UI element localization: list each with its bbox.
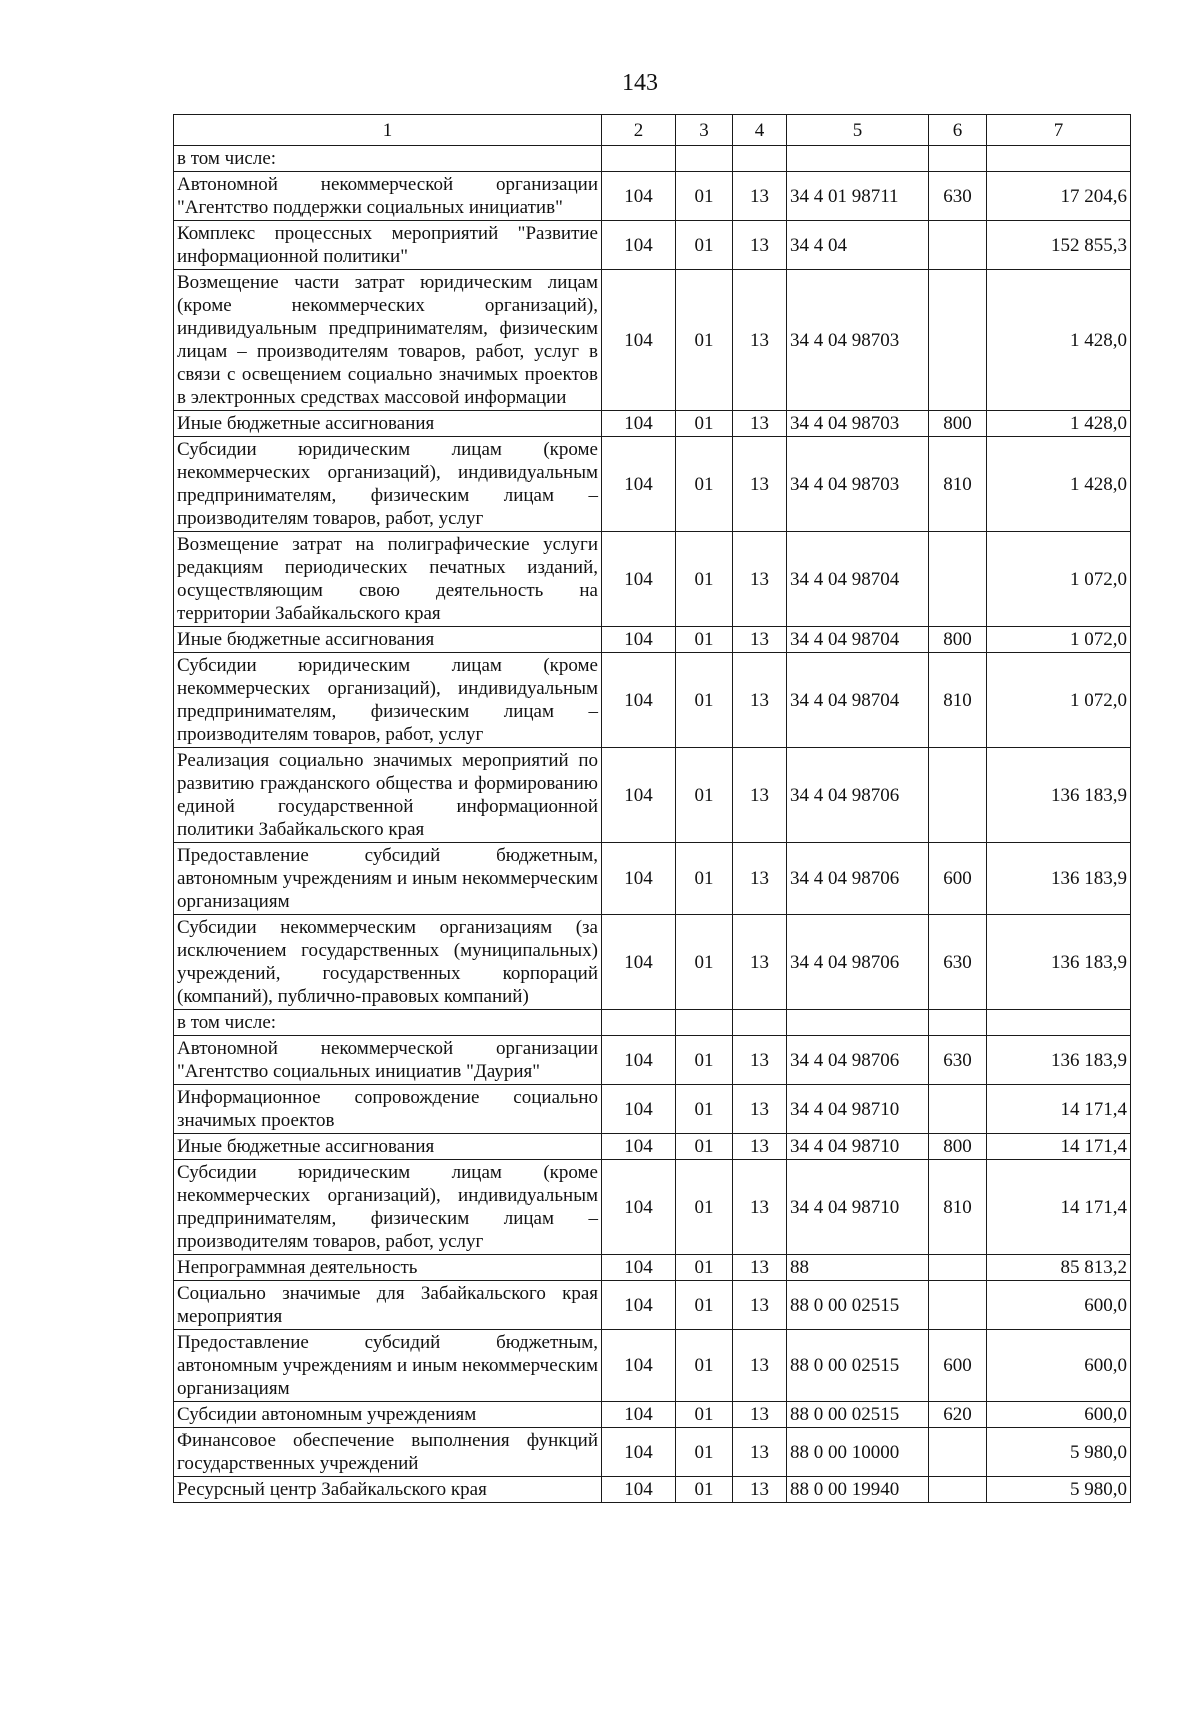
code-cell: 104 xyxy=(602,1428,676,1477)
target-article-cell: 34 4 04 98706 xyxy=(787,915,929,1010)
expense-type-cell: 620 xyxy=(929,1402,987,1428)
amount-cell: 1 072,0 xyxy=(987,532,1131,627)
target-article-cell: 34 4 04 98710 xyxy=(787,1160,929,1255)
amount-cell: 600,0 xyxy=(987,1281,1131,1330)
column-header: 5 xyxy=(787,115,929,146)
table-row xyxy=(174,1428,1131,1477)
table-row xyxy=(174,748,1131,843)
code-cell: 104 xyxy=(602,1134,676,1160)
header-row xyxy=(174,115,1131,146)
table-row xyxy=(174,532,1131,627)
code-cell xyxy=(602,146,676,172)
code-cell: 104 xyxy=(602,411,676,437)
target-article-cell: 88 0 00 02515 xyxy=(787,1281,929,1330)
section-cell: 01 xyxy=(676,1281,733,1330)
code-cell: 104 xyxy=(602,532,676,627)
table-row xyxy=(174,1330,1131,1402)
code-cell: 104 xyxy=(602,748,676,843)
target-article-cell: 34 4 04 98703 xyxy=(787,437,929,532)
amount-cell: 14 171,4 xyxy=(987,1160,1131,1255)
table-row xyxy=(174,1085,1131,1134)
code-cell: 104 xyxy=(602,1160,676,1255)
table-row xyxy=(174,221,1131,270)
target-article-cell: 88 0 00 10000 xyxy=(787,1428,929,1477)
expense-type-cell xyxy=(929,1281,987,1330)
expense-type-cell: 810 xyxy=(929,1160,987,1255)
section-cell: 01 xyxy=(676,1036,733,1085)
item-name-cell: Непрограммная деятельность xyxy=(174,1255,602,1281)
amount-cell: 600,0 xyxy=(987,1330,1131,1402)
item-name-cell: в том числе: xyxy=(174,1010,602,1036)
subsection-cell: 13 xyxy=(733,1160,787,1255)
subsection-cell xyxy=(733,1010,787,1036)
table-row xyxy=(174,270,1131,411)
target-article-cell: 34 4 04 xyxy=(787,221,929,270)
expense-type-cell xyxy=(929,532,987,627)
expense-type-cell: 810 xyxy=(929,653,987,748)
amount-cell: 5 980,0 xyxy=(987,1428,1131,1477)
page-number: 143 xyxy=(622,70,658,96)
section-cell: 01 xyxy=(676,627,733,653)
section-cell: 01 xyxy=(676,1330,733,1402)
section-cell: 01 xyxy=(676,1160,733,1255)
amount-cell: 1 428,0 xyxy=(987,270,1131,411)
subsection-cell: 13 xyxy=(733,221,787,270)
code-cell: 104 xyxy=(602,172,676,221)
code-cell: 104 xyxy=(602,437,676,532)
subsection-cell: 13 xyxy=(733,1281,787,1330)
expense-type-cell: 810 xyxy=(929,437,987,532)
item-name-cell: Предоставление субсидий бюджетным, автономным учреждениям и иным некоммерческим организациям xyxy=(174,1330,602,1402)
column-header: 3 xyxy=(676,115,733,146)
target-article-cell: 34 4 04 98706 xyxy=(787,748,929,843)
target-article-cell: 34 4 04 98704 xyxy=(787,532,929,627)
expense-type-cell: 800 xyxy=(929,1134,987,1160)
table-row xyxy=(174,437,1131,532)
amount-cell: 136 183,9 xyxy=(987,748,1131,843)
section-cell xyxy=(676,1010,733,1036)
table-row xyxy=(174,653,1131,748)
section-cell: 01 xyxy=(676,653,733,748)
amount-cell: 1 428,0 xyxy=(987,437,1131,532)
expense-type-cell xyxy=(929,1010,987,1036)
target-article-cell: 88 0 00 19940 xyxy=(787,1477,929,1503)
code-cell: 104 xyxy=(602,627,676,653)
column-header: 1 xyxy=(174,115,602,146)
expense-type-cell: 600 xyxy=(929,843,987,915)
subsection-cell: 13 xyxy=(733,843,787,915)
section-cell: 01 xyxy=(676,1255,733,1281)
section-cell: 01 xyxy=(676,1477,733,1503)
expense-type-cell: 630 xyxy=(929,172,987,221)
subsection-cell: 13 xyxy=(733,1428,787,1477)
subsection-cell: 13 xyxy=(733,1036,787,1085)
subsection-cell: 13 xyxy=(733,1477,787,1503)
expense-type-cell xyxy=(929,1477,987,1503)
target-article-cell: 34 4 04 98704 xyxy=(787,627,929,653)
amount-cell: 152 855,3 xyxy=(987,221,1131,270)
target-article-cell: 88 xyxy=(787,1255,929,1281)
target-article-cell xyxy=(787,1010,929,1036)
amount-cell: 1 072,0 xyxy=(987,653,1131,748)
subsection-cell: 13 xyxy=(733,653,787,748)
amount-cell: 5 980,0 xyxy=(987,1477,1131,1503)
code-cell: 104 xyxy=(602,1085,676,1134)
section-cell: 01 xyxy=(676,172,733,221)
target-article-cell: 34 4 04 98704 xyxy=(787,653,929,748)
target-article-cell: 88 0 00 02515 xyxy=(787,1402,929,1428)
budget-table xyxy=(173,114,1131,1503)
code-cell: 104 xyxy=(602,221,676,270)
code-cell: 104 xyxy=(602,1255,676,1281)
expense-type-cell xyxy=(929,1428,987,1477)
expense-type-cell xyxy=(929,748,987,843)
item-name-cell: Иные бюджетные ассигнования xyxy=(174,1134,602,1160)
item-name-cell: Финансовое обеспечение выполнения функций государственных учреждений xyxy=(174,1428,602,1477)
section-cell: 01 xyxy=(676,221,733,270)
table-row xyxy=(174,1036,1131,1085)
subsection-cell: 13 xyxy=(733,1255,787,1281)
item-name-cell: Предоставление субсидий бюджетным, автономным учреждениям и иным некоммерческим организациям xyxy=(174,843,602,915)
column-header: 6 xyxy=(929,115,987,146)
section-cell: 01 xyxy=(676,437,733,532)
section-cell xyxy=(676,146,733,172)
section-cell: 01 xyxy=(676,1428,733,1477)
section-cell: 01 xyxy=(676,270,733,411)
section-cell: 01 xyxy=(676,1402,733,1428)
column-header: 7 xyxy=(987,115,1131,146)
table-row xyxy=(174,1281,1131,1330)
table-row xyxy=(174,1402,1131,1428)
table-row xyxy=(174,411,1131,437)
expense-type-cell xyxy=(929,270,987,411)
item-name-cell: Субсидии некоммерческим организациям (за исключением государственных (муниципальных) учреждений, государственных корпораций (компаний), публично-правовых компаний) xyxy=(174,915,602,1010)
expense-type-cell: 630 xyxy=(929,1036,987,1085)
table-row xyxy=(174,1477,1131,1503)
amount-cell: 85 813,2 xyxy=(987,1255,1131,1281)
subsection-cell: 13 xyxy=(733,411,787,437)
table-row xyxy=(174,1160,1131,1255)
subsection-cell: 13 xyxy=(733,437,787,532)
item-name-cell: Социально значимые для Забайкальского края мероприятия xyxy=(174,1281,602,1330)
item-name-cell: Иные бюджетные ассигнования xyxy=(174,627,602,653)
table-row xyxy=(174,915,1131,1010)
item-name-cell: Возмещение затрат на полиграфические услуги редакциям периодических печатных изданий, осуществляющим свою деятельность на территории Забайкальского края xyxy=(174,532,602,627)
code-cell: 104 xyxy=(602,1330,676,1402)
amount-cell: 136 183,9 xyxy=(987,843,1131,915)
expense-type-cell: 600 xyxy=(929,1330,987,1402)
amount-cell: 136 183,9 xyxy=(987,915,1131,1010)
table-row xyxy=(174,1134,1131,1160)
code-cell: 104 xyxy=(602,270,676,411)
target-article-cell: 34 4 01 98711 xyxy=(787,172,929,221)
item-name-cell: Иные бюджетные ассигнования xyxy=(174,411,602,437)
target-article-cell xyxy=(787,146,929,172)
item-name-cell: Автономной некоммерческой организации "Агентство поддержки социальных инициатив" xyxy=(174,172,602,221)
item-name-cell: Комплекс процессных мероприятий "Развитие информационной политики" xyxy=(174,221,602,270)
expense-type-cell: 800 xyxy=(929,627,987,653)
subsection-cell: 13 xyxy=(733,748,787,843)
subsection-cell: 13 xyxy=(733,1402,787,1428)
section-cell: 01 xyxy=(676,1134,733,1160)
code-cell: 104 xyxy=(602,1477,676,1503)
subsection-cell: 13 xyxy=(733,1134,787,1160)
column-header: 2 xyxy=(602,115,676,146)
code-cell: 104 xyxy=(602,653,676,748)
target-article-cell: 34 4 04 98710 xyxy=(787,1134,929,1160)
amount-cell xyxy=(987,146,1131,172)
section-cell: 01 xyxy=(676,532,733,627)
table-row xyxy=(174,146,1131,172)
subsection-cell: 13 xyxy=(733,1330,787,1402)
amount-cell: 1 072,0 xyxy=(987,627,1131,653)
target-article-cell: 34 4 04 98703 xyxy=(787,411,929,437)
section-cell: 01 xyxy=(676,411,733,437)
subsection-cell: 13 xyxy=(733,270,787,411)
amount-cell: 17 204,6 xyxy=(987,172,1131,221)
table-row xyxy=(174,627,1131,653)
subsection-cell: 13 xyxy=(733,532,787,627)
table-row xyxy=(174,172,1131,221)
table-body xyxy=(174,146,1131,1503)
expense-type-cell xyxy=(929,1255,987,1281)
subsection-cell: 13 xyxy=(733,172,787,221)
item-name-cell: Субсидии юридическим лицам (кроме некоммерческих организаций), индивидуальным предпринимателям, физическим лицам – производителям товаров, работ, услуг xyxy=(174,653,602,748)
item-name-cell: Субсидии автономным учреждениям xyxy=(174,1402,602,1428)
amount-cell: 14 171,4 xyxy=(987,1134,1131,1160)
target-article-cell: 34 4 04 98703 xyxy=(787,270,929,411)
code-cell: 104 xyxy=(602,1402,676,1428)
table-row xyxy=(174,1255,1131,1281)
amount-cell: 136 183,9 xyxy=(987,1036,1131,1085)
amount-cell: 600,0 xyxy=(987,1402,1131,1428)
item-name-cell: Субсидии юридическим лицам (кроме некоммерческих организаций), индивидуальным предпринимателям, физическим лицам – производителям товаров, работ, услуг xyxy=(174,437,602,532)
item-name-cell: Возмещение части затрат юридическим лицам (кроме некоммерческих организаций), индивидуальным предпринимателям, физическим лицам – производителям товаров, работ, услуг в связи с освещением социально значимых проектов в электронных средствах массовой информации xyxy=(174,270,602,411)
table-row xyxy=(174,1010,1131,1036)
expense-type-cell xyxy=(929,221,987,270)
item-name-cell: Автономной некоммерческой организации "Агентство социальных инициатив "Даурия" xyxy=(174,1036,602,1085)
table-row xyxy=(174,843,1131,915)
subsection-cell: 13 xyxy=(733,915,787,1010)
section-cell: 01 xyxy=(676,748,733,843)
expense-type-cell xyxy=(929,146,987,172)
subsection-cell xyxy=(733,146,787,172)
expense-type-cell: 800 xyxy=(929,411,987,437)
section-cell: 01 xyxy=(676,1085,733,1134)
code-cell: 104 xyxy=(602,915,676,1010)
amount-cell xyxy=(987,1010,1131,1036)
target-article-cell: 34 4 04 98710 xyxy=(787,1085,929,1134)
item-name-cell: Информационное сопровождение социально значимых проектов xyxy=(174,1085,602,1134)
section-cell: 01 xyxy=(676,915,733,1010)
subsection-cell: 13 xyxy=(733,627,787,653)
section-cell: 01 xyxy=(676,843,733,915)
code-cell: 104 xyxy=(602,1036,676,1085)
expense-type-cell xyxy=(929,1085,987,1134)
item-name-cell: Ресурсный центр Забайкальского края xyxy=(174,1477,602,1503)
column-header: 4 xyxy=(733,115,787,146)
subsection-cell: 13 xyxy=(733,1085,787,1134)
code-cell: 104 xyxy=(602,843,676,915)
code-cell: 104 xyxy=(602,1281,676,1330)
amount-cell: 14 171,4 xyxy=(987,1085,1131,1134)
item-name-cell: в том числе: xyxy=(174,146,602,172)
item-name-cell: Субсидии юридическим лицам (кроме некоммерческих организаций), индивидуальным предпринимателям, физическим лицам – производителям товаров, работ, услуг xyxy=(174,1160,602,1255)
amount-cell: 1 428,0 xyxy=(987,411,1131,437)
target-article-cell: 34 4 04 98706 xyxy=(787,1036,929,1085)
target-article-cell: 34 4 04 98706 xyxy=(787,843,929,915)
expense-type-cell: 630 xyxy=(929,915,987,1010)
code-cell xyxy=(602,1010,676,1036)
target-article-cell: 88 0 00 02515 xyxy=(787,1330,929,1402)
item-name-cell: Реализация социально значимых мероприятий по развитию гражданского общества и формированию единой государственной информационной политики Забайкальского края xyxy=(174,748,602,843)
